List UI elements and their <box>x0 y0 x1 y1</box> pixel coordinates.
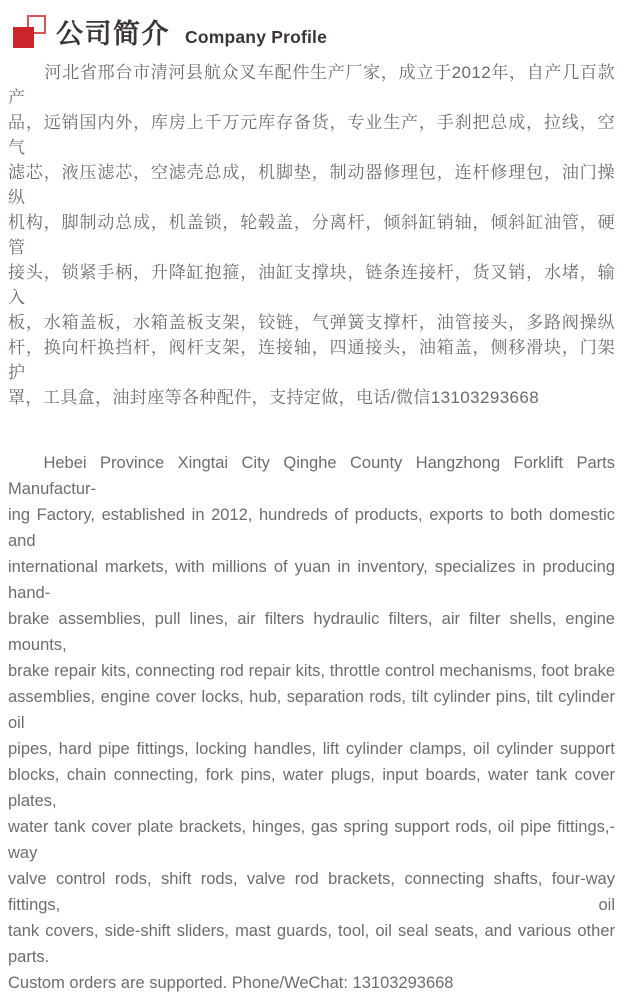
text-line: brake assemblies, pull lines, air filters hydraulic filters, air filter shells, engine mounts, <box>8 610 615 654</box>
company-profile-page <box>0 14 623 992</box>
page-title-english: Company Profile <box>185 27 328 47</box>
solid-square-icon <box>13 27 34 48</box>
text-line: 罩，工具盒，油封座等各种配件，支持定做，电话/微信13103293668 <box>8 388 540 407</box>
company-profile-paragraph-english <box>0 450 623 996</box>
page-title-chinese: 公司简介 <box>56 19 170 49</box>
text-line: international markets, with millions of yuan in inventory, specializes in producing hand- <box>8 558 615 602</box>
company-profile-header <box>13 14 623 48</box>
text-line: 机构，脚制动总成，机盖锁，轮毂盖，分离杆，倾斜缸销轴，倾斜缸油管，硬管 <box>8 213 615 257</box>
text-line: Hebei Province Xingtai City Qinghe County Hangzhong Forklift Parts Manufactur- <box>8 454 615 498</box>
text-line: water tank cover plate brackets, hinges, gas spring support rods, oil pipe fittings,-way <box>8 818 615 862</box>
company-profile-paragraph-chinese <box>0 60 623 410</box>
text-line: 河北省邢台市清河县航众叉车配件生产厂家，成立于2012年，自产几百款产 <box>8 63 615 107</box>
text-line: pipes, hard pipe fittings, locking handles, lift cylinder clamps, oil cylinder support <box>8 740 615 758</box>
overlapping-squares-icon <box>13 15 46 48</box>
text-line: Custom orders are supported. Phone/WeChat: 13103293668 <box>8 974 454 992</box>
text-line: 杆，换向杆换挡杆，阀杆支架，连接轴，四通接头，油箱盖，侧移滑块，门架护 <box>8 338 615 382</box>
text-line: blocks, chain connecting, fork pins, water plugs, input boards, water tank cover plates, <box>8 766 615 810</box>
text-line: 板，水箱盖板，水箱盖板支架，铰链，气弹簧支撑杆，油管接头，多路阀操纵 <box>8 313 615 332</box>
text-line: tank covers, side-shift sliders, mast guards, tool, oil seal seats, and various other parts. <box>8 922 615 966</box>
text-line: 滤芯，液压滤芯，空滤壳总成，机脚垫，制动器修理包，连杆修理包，油门操纵 <box>8 163 615 207</box>
text-line: 接头，锁紧手柄，升降缸抱箍，油缸支撑块，链条连接杆，货叉销，水堵，输入 <box>8 263 615 307</box>
text-line: valve control rods, shift rods, valve rod brackets, connecting shafts, four-way fittings, oil <box>8 870 615 914</box>
title-row <box>56 21 327 48</box>
text-line: 品，远销国内外，库房上千万元库存备货，专业生产，手刹把总成，拉线，空气 <box>8 113 615 157</box>
text-line: assemblies, engine cover locks, hub, separation rods, tilt cylinder pins, tilt cylinder oil <box>8 688 615 732</box>
text-line: brake repair kits, connecting rod repair kits, throttle control mechanisms, foot brake <box>8 662 615 680</box>
text-line: ing Factory, established in 2012, hundreds of products, exports to both domestic and <box>8 506 615 550</box>
